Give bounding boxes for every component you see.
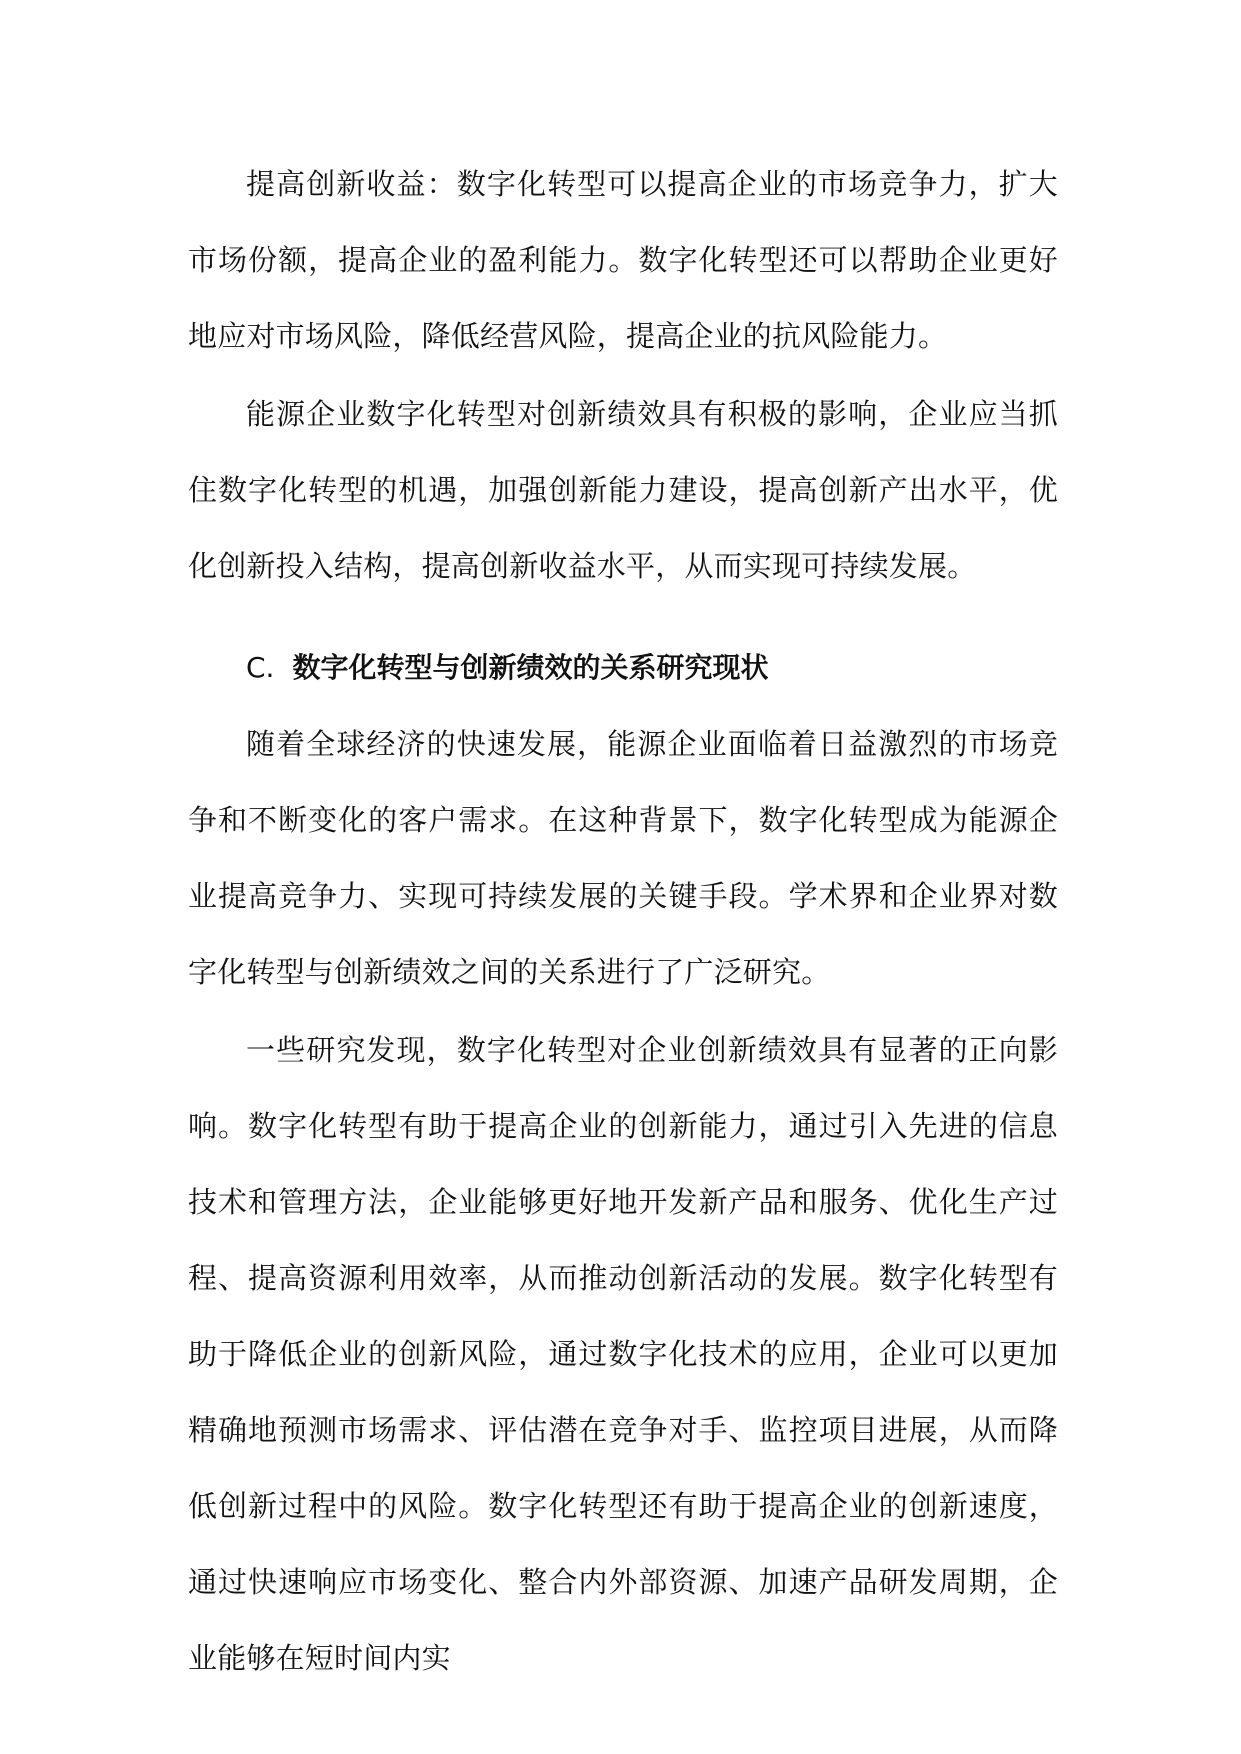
section-title: 数字化转型与创新绩效的关系研究现状 — [292, 651, 769, 684]
paragraph-positive-impact: 能源企业数字化转型对创新绩效具有积极的影响，企业应当抓住数字化转型的机遇，加强创新能力建设，提高创新产出水平，优化创新投入结构，提高创新收益水平，从而实现可持续发展。 — [188, 397, 1058, 583]
paragraph-innovation-returns: 提高创新收益：数字化转型可以提高企业的市场竞争力，扩大市场份额，提高企业的盈利能力。数字化转型还可以帮助企业更好地应对市场风险，降低经营风险，提高企业的抗风险能力。 — [188, 167, 1058, 353]
paragraph-research-findings: 一些研究发现，数字化转型对企业创新绩效具有显著的正向影响。数字化转型有助于提高企业的创新能力，通过引入先进的信息技术和管理方法，企业能够更好地开发新产品和服务、优化生产过程、提高资源利用效率，从而推动创新活动的发展。数字化转型有助于降低企业的创新风险，通过数字化技术的应用，企业可以更加精确地预测市场需求、评估潜在竞争对手、监控项目进展，从而降低创新过程中的风险。数字化转型还有助于提高企业的创新速度，通过快速响应市场变化、整合内外部资源、加速产品研发周期，企业能够在短时间内实 — [188, 1033, 1058, 1675]
paragraph-background: 随着全球经济的快速发展，能源企业面临着日益激烈的市场竞争和不断变化的客户需求。在这种背景下，数字化转型成为能源企业提高竞争力、实现可持续发展的关键手段。学术界和企业界对数字化转型与创新绩效之间的关系进行了广泛研究。 — [188, 727, 1058, 989]
section-heading — [188, 630, 1058, 706]
section-marker: C. — [246, 651, 275, 684]
document-body — [188, 146, 1058, 1698]
